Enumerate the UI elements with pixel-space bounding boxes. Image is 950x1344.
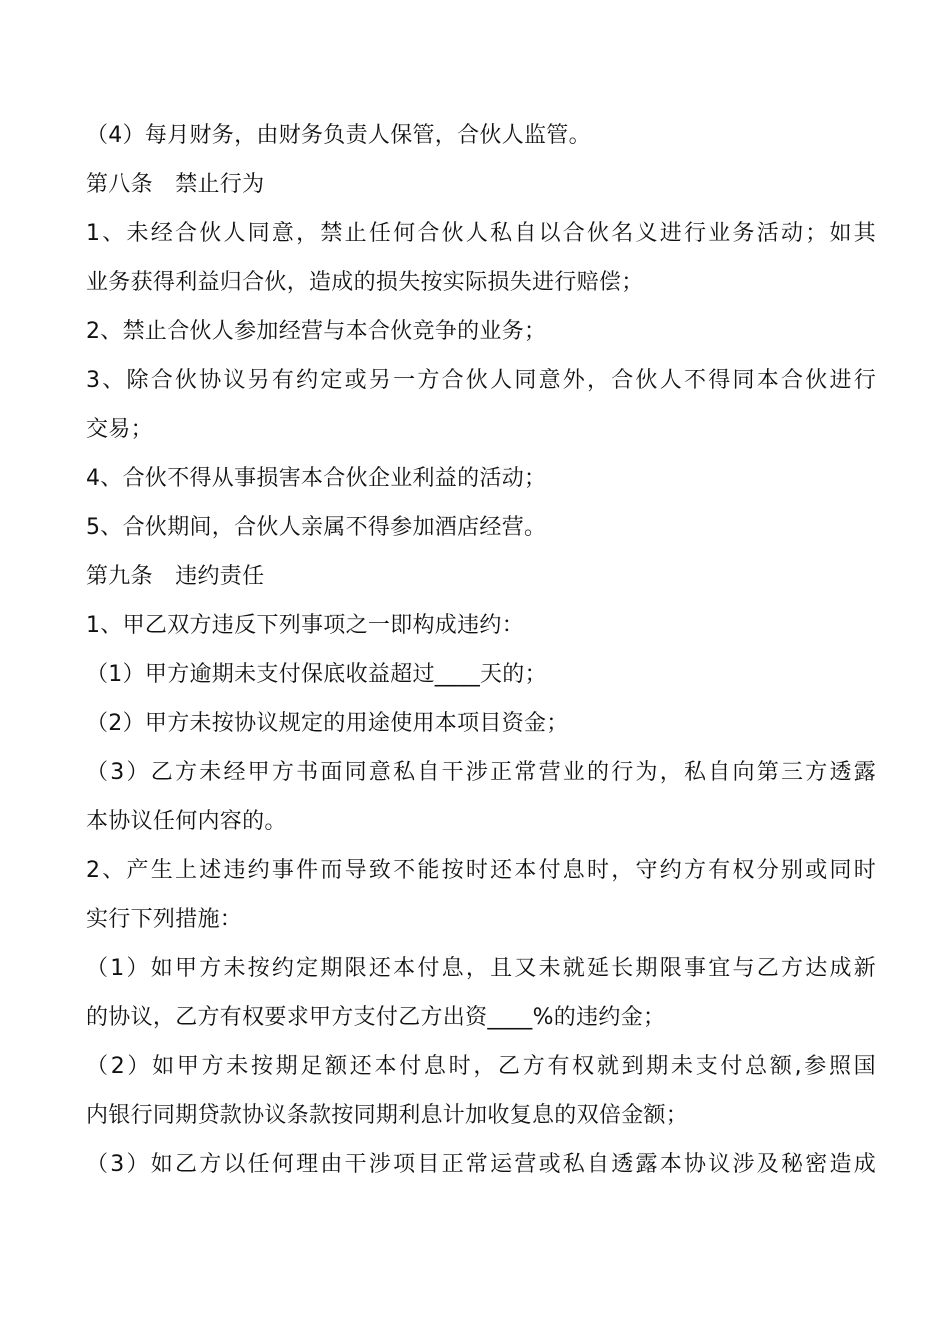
text-line-19: 的协议，乙方有权要求甲方支付乙方出资____%的违约金；: [86, 1005, 666, 1030]
text-line-9: 5、合伙期间，合伙人亲属不得参加酒店经营。: [86, 515, 547, 540]
text-line-16: 2、产生上述违约事件而导致不能按时还本付息时，守约方有权分别或同时: [86, 858, 876, 883]
text-line-1: （4）每月财务，由财务负责人保管，合伙人监管。: [86, 123, 591, 148]
text-line-20: （2）如甲方未按期足额还本付息时，乙方有权就到期未支付总额,参照国: [86, 1054, 876, 1079]
text-line-21: 内银行同期贷款协议条款按同期利息计加收复息的双倍金额；: [86, 1103, 689, 1128]
text-line-12: （1）甲方逾期未支付保底收益超过____天的；: [86, 662, 547, 687]
document-page: [86, 111, 876, 1189]
text-line-13: （2）甲方未按协议规定的用途使用本项目资金；: [86, 711, 569, 736]
text-line-4: 业务获得利益归合伙，造成的损失按实际损失进行赔偿；: [86, 270, 644, 295]
section-heading-8: 第八条 禁止行为: [86, 172, 265, 197]
text-line-7: 交易；: [86, 417, 153, 442]
text-line-3: 1、未经合伙人同意，禁止任何合伙人私自以合伙名义进行业务活动；如其: [86, 221, 876, 246]
text-line-18: （1）如甲方未按约定期限还本付息，且又未就延长期限事宜与乙方达成新: [86, 956, 876, 981]
section-heading-9: 第九条 违约责任: [86, 564, 265, 589]
text-line-8: 4、合伙不得从事损害本合伙企业利益的活动；: [86, 466, 547, 491]
text-line-14: （3）乙方未经甲方书面同意私自干涉正常营业的行为，私自向第三方透露: [86, 760, 876, 785]
text-line-6: 3、除合伙协议另有约定或另一方合伙人同意外，合伙人不得同本合伙进行: [86, 368, 876, 393]
text-line-22: （3）如乙方以任何理由干涉项目正常运营或私自透露本协议涉及秘密造成: [86, 1152, 876, 1177]
text-line-17: 实行下列措施：: [86, 907, 243, 932]
text-line-15: 本协议任何内容的。: [86, 809, 287, 834]
text-line-11: 1、甲乙双方违反下列事项之一即构成违约：: [86, 613, 524, 638]
text-line-5: 2、禁止合伙人参加经营与本合伙竞争的业务；: [86, 319, 547, 344]
